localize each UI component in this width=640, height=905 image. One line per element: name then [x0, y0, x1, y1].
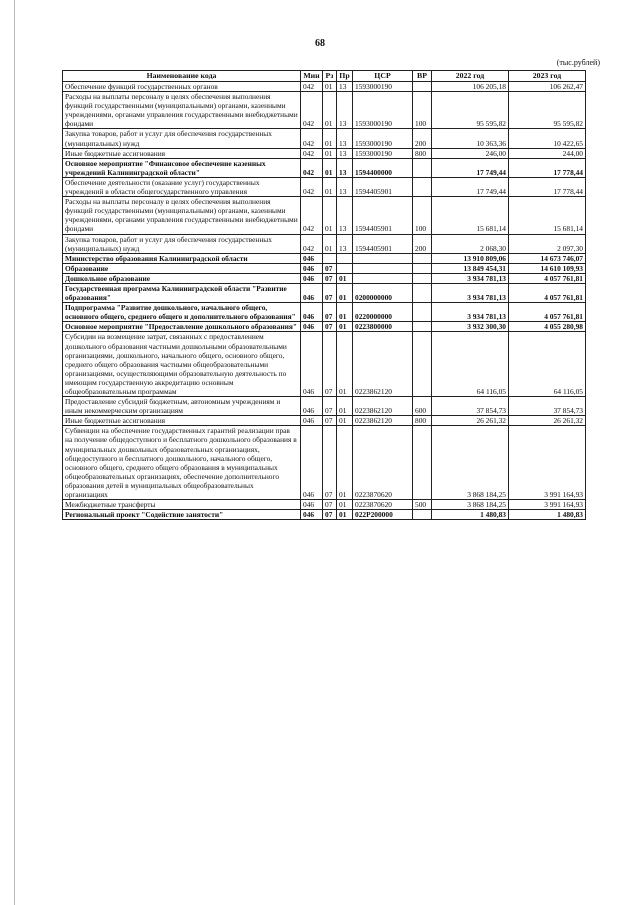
vr-cell: 100 [413, 197, 432, 234]
rz-cell: 07 [323, 322, 337, 332]
csr-cell: 022P200000 [353, 510, 413, 520]
rz-cell: 07 [323, 510, 337, 520]
min-cell: 046 [301, 303, 323, 322]
min-cell: 046 [301, 332, 323, 397]
vr-cell: 200 [413, 234, 432, 253]
csr-cell: 1593000190 [353, 129, 413, 148]
pr-cell: 01 [337, 273, 353, 283]
rz-cell: 07 [323, 500, 337, 510]
vr-cell [413, 273, 432, 283]
budget-table [62, 70, 586, 520]
amount-2022-cell: 13 849 454,31 [432, 263, 509, 273]
amount-2022-cell: 10 363,36 [432, 129, 509, 148]
vr-cell: 100 [413, 92, 432, 129]
name-cell: Подпрограмма "Развитие дошкольного, начального общего, основного общего, среднего общего и дополнительного образования" [63, 303, 301, 322]
table-row [63, 263, 586, 273]
amount-2023-cell: 4 057 761,81 [509, 283, 586, 302]
rz-cell: 01 [323, 82, 337, 92]
table-row [63, 322, 586, 332]
name-cell: Государственная программа Калининградской области "Развитие образования" [63, 283, 301, 302]
amount-2023-cell: 244,00 [509, 148, 586, 158]
csr-cell: 1594400000 [353, 158, 413, 177]
table-row [63, 273, 586, 283]
table-row [63, 148, 586, 158]
min-cell: 046 [301, 426, 323, 500]
pr-cell: 01 [337, 500, 353, 510]
vr-cell [413, 177, 432, 196]
rz-cell: 01 [323, 177, 337, 196]
vr-cell: 800 [413, 416, 432, 426]
min-cell: 042 [301, 177, 323, 196]
amount-2022-cell: 2 068,30 [432, 234, 509, 253]
column-header-rz: Рз [323, 71, 337, 82]
name-cell: Министерство образования Калининградской области [63, 253, 301, 263]
amount-2022-cell: 26 261,32 [432, 416, 509, 426]
amount-2022-cell: 15 681,14 [432, 197, 509, 234]
table-row [63, 129, 586, 148]
pr-cell: 13 [337, 148, 353, 158]
csr-cell: 0223862120 [353, 416, 413, 426]
table-row [63, 177, 586, 196]
vr-cell [413, 158, 432, 177]
vr-cell [413, 322, 432, 332]
vr-cell [413, 303, 432, 322]
min-cell: 042 [301, 158, 323, 177]
name-cell: Закупка товаров, работ и услуг для обеспечения государственных (муниципальных) нужд [63, 234, 301, 253]
amount-2022-cell: 3 868 184,25 [432, 500, 509, 510]
amount-2022-cell: 1 480,83 [432, 510, 509, 520]
pr-cell: 01 [337, 397, 353, 416]
vr-cell: 600 [413, 397, 432, 416]
csr-cell: 0223870620 [353, 426, 413, 500]
name-cell: Расходы на выплаты персоналу в целях обеспечения выполнения функций государственными (муниципальными) органами, казенными учреждениями, органами управления государственными внебюджетными фондами [63, 197, 301, 234]
vr-cell [413, 253, 432, 263]
csr-cell [353, 273, 413, 283]
name-cell: Иные бюджетные ассигнования [63, 416, 301, 426]
rz-cell: 07 [323, 303, 337, 322]
min-cell: 046 [301, 500, 323, 510]
csr-cell: 1594405901 [353, 234, 413, 253]
amount-2023-cell: 4 055 280,98 [509, 322, 586, 332]
table-row [63, 332, 586, 397]
rz-cell: 01 [323, 234, 337, 253]
name-cell: Закупка товаров, работ и услуг для обеспечения государственных (муниципальных) нужд [63, 129, 301, 148]
pr-cell: 01 [337, 416, 353, 426]
table-row [63, 158, 586, 177]
min-cell: 042 [301, 234, 323, 253]
pr-cell: 01 [337, 426, 353, 500]
amount-2023-cell: 10 422,65 [509, 129, 586, 148]
csr-cell: 0223800000 [353, 322, 413, 332]
rz-cell: 07 [323, 332, 337, 397]
min-cell: 042 [301, 197, 323, 234]
rz-cell: 07 [323, 416, 337, 426]
vr-cell [413, 510, 432, 520]
amount-2023-cell: 106 262,47 [509, 82, 586, 92]
table-row [63, 92, 586, 129]
name-cell: Субвенции на обеспечение государственных гарантий реализации прав на получение общедоступного и бесплатного дошкольного образования в муниципальных дошкольных образовательных организациях, общедоступного и бесплатного дошкольного, начального общего, основного общего, среднего общего образования в муниципальных общеобразовательных организациях, обеспечение дополнительного образования детей в муниципальных общеобразовательных организациях [63, 426, 301, 500]
amount-2023-cell: 15 681,14 [509, 197, 586, 234]
amount-2023-cell: 1 480,83 [509, 510, 586, 520]
min-cell: 046 [301, 397, 323, 416]
csr-cell: 1593000190 [353, 92, 413, 129]
vr-cell: 800 [413, 148, 432, 158]
rz-cell: 01 [323, 158, 337, 177]
page-number: 68 [315, 38, 325, 49]
pr-cell: 01 [337, 283, 353, 302]
column-header-pr: Пр [337, 71, 353, 82]
min-cell: 042 [301, 82, 323, 92]
pr-cell: 13 [337, 197, 353, 234]
amount-2023-cell: 3 991 164,93 [509, 426, 586, 500]
column-header-vr: ВР [413, 71, 432, 82]
min-cell: 046 [301, 253, 323, 263]
pr-cell: 13 [337, 82, 353, 92]
amount-2023-cell: 17 778,44 [509, 158, 586, 177]
table-row [63, 426, 586, 500]
csr-cell: 1593000190 [353, 82, 413, 92]
amount-2023-cell: 4 057 761,81 [509, 273, 586, 283]
amount-2023-cell: 37 854,73 [509, 397, 586, 416]
rz-cell: 01 [323, 197, 337, 234]
rz-cell: 01 [323, 148, 337, 158]
amount-2022-cell: 37 854,73 [432, 397, 509, 416]
table-row [63, 197, 586, 234]
vr-cell [413, 332, 432, 397]
rz-cell: 07 [323, 273, 337, 283]
pr-cell: 01 [337, 322, 353, 332]
vr-cell [413, 82, 432, 92]
units-label: (тыс.рублей) [556, 58, 600, 67]
rz-cell: 01 [323, 129, 337, 148]
csr-cell: 0223862120 [353, 332, 413, 397]
amount-2022-cell: 95 595,82 [432, 92, 509, 129]
table-row [63, 303, 586, 322]
rz-cell: 07 [323, 263, 337, 273]
csr-cell [353, 253, 413, 263]
amount-2022-cell: 17 749,44 [432, 158, 509, 177]
name-cell: Иные бюджетные ассигнования [63, 148, 301, 158]
vr-cell: 500 [413, 500, 432, 510]
column-header-2023: 2023 год [509, 71, 586, 82]
pr-cell: 01 [337, 332, 353, 397]
pr-cell [337, 253, 353, 263]
rz-cell: 01 [323, 92, 337, 129]
pr-cell: 13 [337, 129, 353, 148]
name-cell: Дошкольное образование [63, 273, 301, 283]
min-cell: 042 [301, 148, 323, 158]
amount-2023-cell: 17 778,44 [509, 177, 586, 196]
table-header-row [63, 71, 586, 82]
amount-2022-cell: 64 116,05 [432, 332, 509, 397]
amount-2022-cell: 3 934 781,13 [432, 303, 509, 322]
amount-2022-cell: 17 749,44 [432, 177, 509, 196]
min-cell: 046 [301, 322, 323, 332]
table-row [63, 253, 586, 263]
amount-2022-cell: 3 932 300,30 [432, 322, 509, 332]
amount-2022-cell: 3 934 781,13 [432, 283, 509, 302]
rz-cell: 07 [323, 283, 337, 302]
name-cell: Образование [63, 263, 301, 273]
amount-2023-cell: 14 673 746,07 [509, 253, 586, 263]
page-binding-line [14, 0, 15, 905]
name-cell: Расходы на выплаты персоналу в целях обеспечения выполнения функций государственными (муниципальными) органами, казенными учреждениями, органами управления государственными внебюджетными фондами [63, 92, 301, 129]
amount-2023-cell: 3 991 164,93 [509, 500, 586, 510]
min-cell: 046 [301, 416, 323, 426]
pr-cell: 13 [337, 177, 353, 196]
csr-cell: 1594405901 [353, 197, 413, 234]
name-cell: Обеспечение функций государственных органов [63, 82, 301, 92]
csr-cell: 0223862120 [353, 397, 413, 416]
name-cell: Межбюджетные трансферты [63, 500, 301, 510]
amount-2022-cell: 106 205,18 [432, 82, 509, 92]
csr-cell: 1593000190 [353, 148, 413, 158]
amount-2022-cell: 3 934 781,13 [432, 273, 509, 283]
vr-cell [413, 426, 432, 500]
csr-cell: 0200000000 [353, 283, 413, 302]
vr-cell [413, 263, 432, 273]
table-row [63, 234, 586, 253]
pr-cell: 13 [337, 158, 353, 177]
table-body [63, 82, 586, 520]
csr-cell: 0220000000 [353, 303, 413, 322]
table-row [63, 283, 586, 302]
pr-cell: 01 [337, 510, 353, 520]
min-cell: 046 [301, 263, 323, 273]
amount-2023-cell: 14 610 109,93 [509, 263, 586, 273]
amount-2023-cell: 4 057 761,81 [509, 303, 586, 322]
amount-2023-cell: 2 097,30 [509, 234, 586, 253]
name-cell: Основное мероприятие "Предоставление дошкольного образования" [63, 322, 301, 332]
amount-2022-cell: 13 910 809,06 [432, 253, 509, 263]
amount-2023-cell: 95 595,82 [509, 92, 586, 129]
rz-cell: 07 [323, 397, 337, 416]
vr-cell [413, 283, 432, 302]
pr-cell [337, 263, 353, 273]
name-cell: Субсидии на возмещение затрат, связанных с предоставлением дошкольного образования частными дошкольными образовательными организациями, дошкольного, начального общего, основного общего, среднего общего образования частными общеобразовательными организациями, осуществляющими образовательную деятельность по имеющим государственную аккредитацию основным общеобразовательным программам [63, 332, 301, 397]
amount-2022-cell: 246,00 [432, 148, 509, 158]
min-cell: 046 [301, 273, 323, 283]
min-cell: 046 [301, 510, 323, 520]
table-row [63, 397, 586, 416]
min-cell: 042 [301, 92, 323, 129]
csr-cell: 1594405901 [353, 177, 413, 196]
vr-cell: 200 [413, 129, 432, 148]
amount-2023-cell: 64 116,05 [509, 332, 586, 397]
column-header-name: Наименование кода [63, 71, 301, 82]
amount-2023-cell: 26 261,32 [509, 416, 586, 426]
column-header-csr: ЦСР [353, 71, 413, 82]
table-row [63, 416, 586, 426]
rz-cell: 07 [323, 426, 337, 500]
table-row [63, 500, 586, 510]
name-cell: Региональный проект "Содействие занятости" [63, 510, 301, 520]
amount-2022-cell: 3 868 184,25 [432, 426, 509, 500]
column-header-2022: 2022 год [432, 71, 509, 82]
name-cell: Обеспечение деятельности (оказание услуг) государственных учреждений в области общегосударственного управления [63, 177, 301, 196]
rz-cell [323, 253, 337, 263]
min-cell: 042 [301, 129, 323, 148]
min-cell: 046 [301, 283, 323, 302]
pr-cell: 01 [337, 303, 353, 322]
name-cell: Предоставление субсидий бюджетным, автономным учреждениям и иным некоммерческим организациям [63, 397, 301, 416]
column-header-min: Мин [301, 71, 323, 82]
pr-cell: 13 [337, 92, 353, 129]
name-cell: Основное мероприятие "Финансовое обеспечение казенных учреждений Калининградской области" [63, 158, 301, 177]
csr-cell [353, 263, 413, 273]
pr-cell: 13 [337, 234, 353, 253]
table-row [63, 510, 586, 520]
table-row [63, 82, 586, 92]
csr-cell: 0223870620 [353, 500, 413, 510]
